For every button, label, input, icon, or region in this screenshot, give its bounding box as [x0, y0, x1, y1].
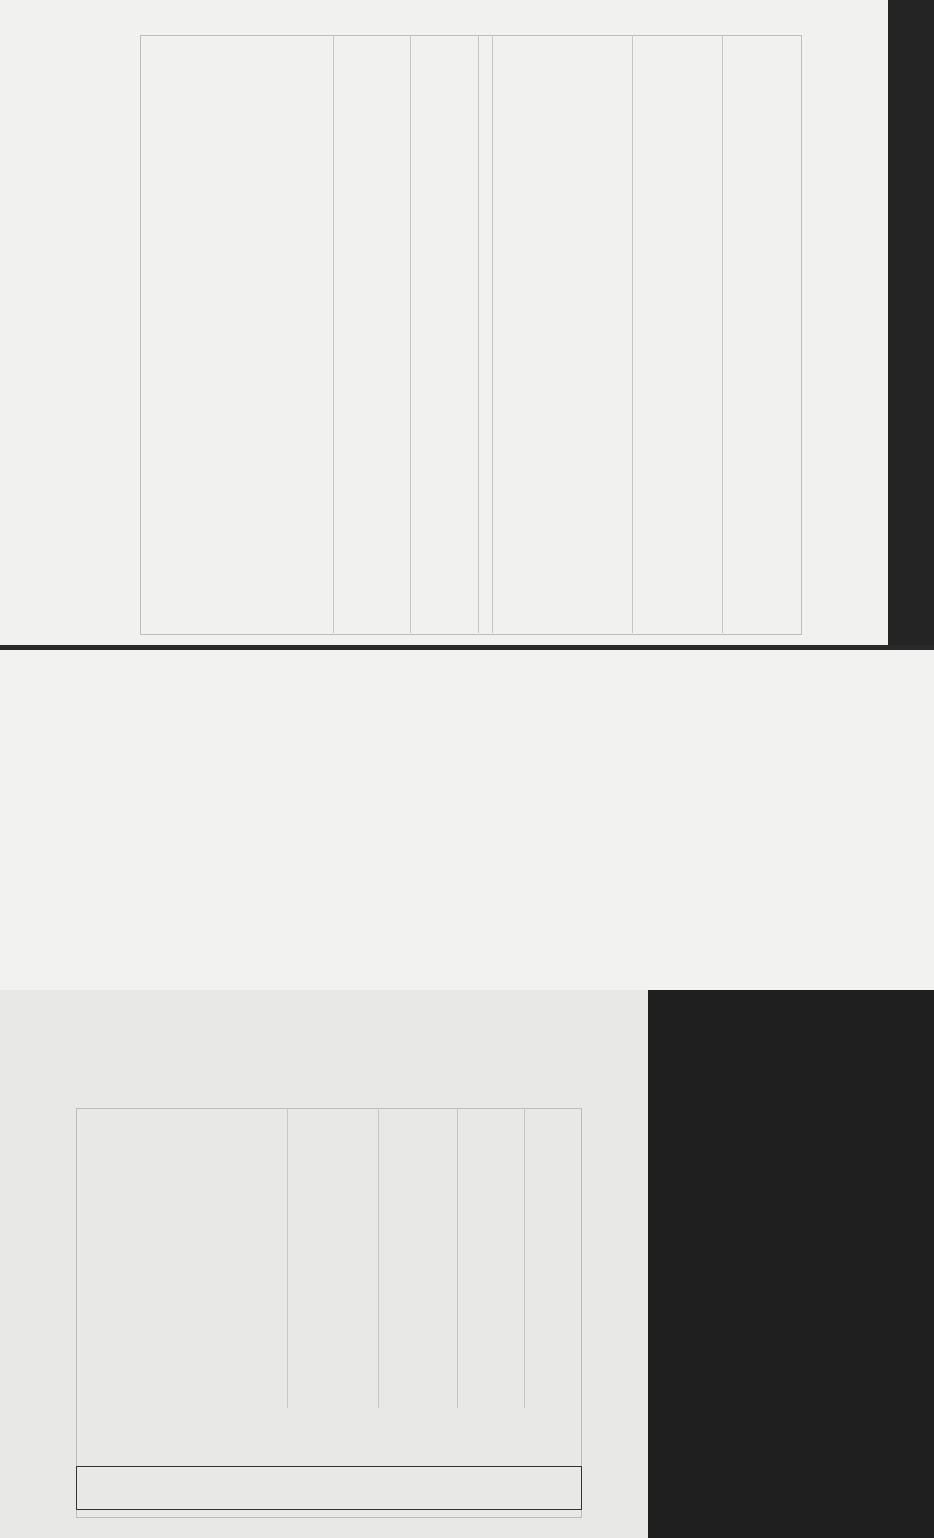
ratio-grid	[76, 1108, 582, 1518]
question-photo	[0, 650, 934, 990]
dark-edge	[648, 990, 934, 1538]
example-box	[76, 1466, 582, 1510]
balance-sheet-photo	[0, 0, 888, 645]
ratio-table-photo	[0, 990, 934, 1538]
dark-edge	[888, 0, 934, 645]
spreadsheet-grid	[140, 35, 802, 635]
